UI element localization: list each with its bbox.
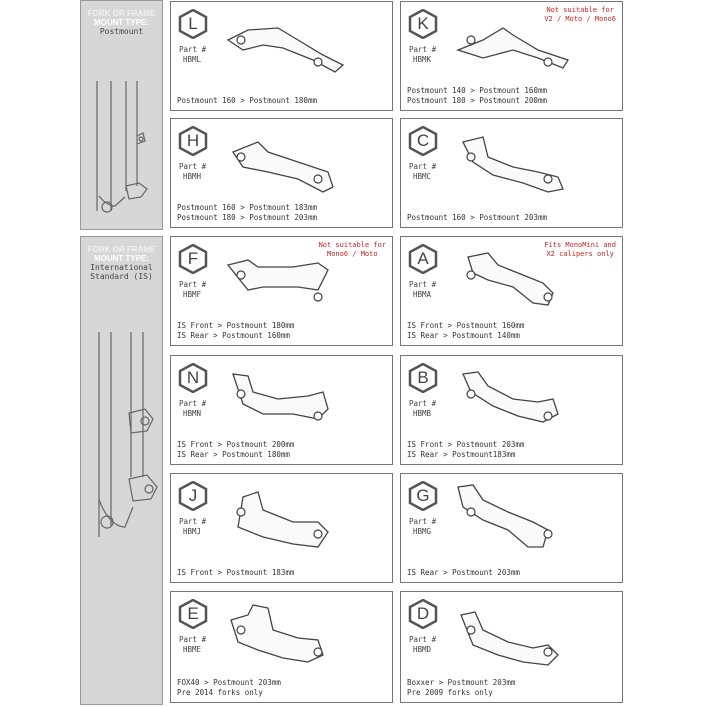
part-label: Part # bbox=[179, 280, 207, 289]
mount-conversion-description bbox=[407, 213, 547, 223]
mount-conversion-description bbox=[177, 321, 294, 341]
part-label: Part # bbox=[179, 45, 207, 54]
conversion-line: Pre 2009 forks only bbox=[407, 688, 493, 697]
part-code: HBMK bbox=[413, 55, 432, 64]
part-number bbox=[409, 635, 436, 655]
bracket-card-f bbox=[170, 236, 393, 346]
mount-conversion-description bbox=[407, 440, 524, 460]
hexagon-letter-badge bbox=[408, 126, 438, 156]
mount-conversion-description bbox=[407, 678, 515, 698]
mount-conversion-description bbox=[407, 321, 524, 341]
bracket-card-k bbox=[400, 1, 623, 111]
part-label: Part # bbox=[179, 517, 207, 526]
part-code: HBMB bbox=[413, 409, 432, 418]
mount-conversion-description bbox=[177, 96, 317, 106]
part-number bbox=[179, 517, 206, 537]
part-number bbox=[409, 399, 436, 419]
mount-type-title-line2: MOUNT TYPE: bbox=[93, 254, 150, 263]
part-number bbox=[179, 280, 206, 300]
compatibility-warning bbox=[544, 6, 616, 24]
part-code: HBME bbox=[183, 645, 202, 654]
part-label: Part # bbox=[179, 399, 207, 408]
is-fork-illustration bbox=[81, 237, 164, 706]
part-number bbox=[409, 162, 436, 182]
bracket-letter: L bbox=[188, 14, 198, 33]
part-code: HBMD bbox=[413, 645, 432, 654]
hexagon-letter-badge bbox=[408, 9, 438, 39]
conversion-line: IS Front > Postmount 200mm bbox=[177, 440, 295, 449]
hexagon-letter-badge bbox=[178, 481, 208, 511]
hexagon-letter-badge bbox=[408, 244, 438, 274]
hexagon-letter-badge bbox=[408, 599, 438, 629]
bracket-letter: K bbox=[417, 14, 429, 33]
conversion-line: Pre 2014 forks only bbox=[177, 688, 263, 697]
conversion-line: Postmount 140 > Postmount 160mm bbox=[407, 86, 547, 95]
conversion-line: IS Rear > Postmount183mm bbox=[407, 450, 516, 459]
bracket-illustration bbox=[453, 482, 578, 557]
bracket-letter: N bbox=[186, 368, 200, 387]
conversion-line: IS Front > Postmount 180mm bbox=[177, 321, 295, 330]
part-code: HBMJ bbox=[183, 527, 202, 536]
mount-conversion-description bbox=[177, 440, 294, 460]
conversion-line: Boxxer > Postmount 203mm bbox=[407, 678, 516, 687]
part-label: Part # bbox=[409, 399, 437, 408]
sidebar-postmount bbox=[80, 0, 163, 230]
warning-line: V2 / Moto / Mono6 bbox=[544, 15, 616, 23]
conversion-line: IS Front > Postmount 203mm bbox=[407, 440, 525, 449]
part-code: HBMF bbox=[183, 290, 202, 299]
part-number bbox=[409, 45, 436, 65]
part-number bbox=[179, 635, 206, 655]
part-number bbox=[179, 399, 206, 419]
hexagon-letter-badge bbox=[178, 363, 208, 393]
conversion-line: Postmount 160 > Postmount 203mm bbox=[407, 213, 547, 222]
bracket-letter: H bbox=[186, 131, 200, 150]
warning-line: Mono6 / Moto bbox=[326, 250, 378, 258]
hexagon-letter-badge bbox=[178, 244, 208, 274]
conversion-line: IS Rear > Postmount 180mm bbox=[177, 450, 290, 459]
warning-line: Fits MonoMini and bbox=[544, 241, 616, 249]
sidebar-international-standard bbox=[80, 236, 163, 705]
conversion-line: Postmount 160 > Postmount 183mm bbox=[177, 203, 317, 212]
hexagon-letter-badge bbox=[408, 481, 438, 511]
part-label: Part # bbox=[179, 162, 207, 171]
bracket-card-n bbox=[170, 355, 393, 465]
bracket-illustration bbox=[453, 600, 578, 675]
bracket-illustration bbox=[453, 364, 578, 439]
part-label: Part # bbox=[409, 635, 437, 644]
part-number bbox=[409, 517, 436, 537]
bracket-card-h bbox=[170, 118, 393, 228]
bracket-card-g bbox=[400, 473, 623, 583]
part-number bbox=[179, 162, 206, 182]
part-code: HBMC bbox=[413, 172, 432, 181]
part-code: HBMN bbox=[183, 409, 202, 418]
conversion-line: Postmount 180 > Postmount 200mm bbox=[407, 96, 547, 105]
bracket-letter: J bbox=[188, 486, 198, 505]
hexagon-letter-badge bbox=[178, 9, 208, 39]
mount-conversion-description bbox=[177, 568, 294, 578]
bracket-card-b bbox=[400, 355, 623, 465]
mount-type-value-line2: Standard (IS) bbox=[90, 272, 153, 281]
bracket-card-c bbox=[400, 118, 623, 228]
bracket-card-a bbox=[400, 236, 623, 346]
mount-type-title-line2: MOUNT TYPE: bbox=[93, 18, 150, 27]
conversion-line: Postmount 160 > Postmount 180mm bbox=[177, 96, 317, 105]
bracket-card-e bbox=[170, 591, 393, 703]
part-label: Part # bbox=[409, 280, 437, 289]
bracket-letter: B bbox=[417, 368, 429, 387]
mount-type-title-line1: FORK OR FRAME bbox=[87, 9, 156, 18]
mount-conversion-description bbox=[177, 678, 281, 698]
conversion-line: IS Rear > Postmount 140mm bbox=[407, 331, 520, 340]
mount-conversion-description bbox=[407, 86, 547, 106]
bracket-card-d bbox=[400, 591, 623, 703]
mount-type-value: Postmount bbox=[99, 27, 144, 36]
part-code: HBML bbox=[183, 55, 202, 64]
bracket-letter: G bbox=[416, 486, 430, 505]
part-label: Part # bbox=[409, 45, 437, 54]
part-number bbox=[179, 45, 206, 65]
bracket-letter: A bbox=[417, 249, 429, 268]
part-code: HBMG bbox=[413, 527, 432, 536]
bracket-card-j bbox=[170, 473, 393, 583]
part-code: HBMH bbox=[183, 172, 202, 181]
conversion-line: IS Front > Postmount 183mm bbox=[177, 568, 295, 577]
warning-line: Not suitable for bbox=[318, 241, 386, 249]
postmount-fork-illustration bbox=[81, 1, 164, 231]
bracket-letter: F bbox=[187, 249, 199, 268]
bracket-letter: C bbox=[416, 131, 430, 150]
hexagon-letter-badge bbox=[178, 599, 208, 629]
bracket-illustration bbox=[223, 127, 348, 202]
warning-line: X2 calipers only bbox=[546, 250, 614, 258]
conversion-line: IS Rear > Postmount 203mm bbox=[407, 568, 520, 577]
compatibility-warning bbox=[544, 241, 616, 259]
mount-type-value-line1: International bbox=[90, 263, 153, 272]
bracket-illustration bbox=[223, 10, 348, 85]
bracket-illustration bbox=[223, 364, 348, 439]
conversion-line: Postmount 180 > Postmount 203mm bbox=[177, 213, 317, 222]
part-label: Part # bbox=[179, 635, 207, 644]
bracket-illustration bbox=[453, 127, 578, 202]
conversion-line: IS Rear > Postmount 160mm bbox=[177, 331, 290, 340]
bracket-illustration bbox=[223, 600, 348, 675]
part-number bbox=[409, 280, 436, 300]
hexagon-letter-badge bbox=[408, 363, 438, 393]
conversion-line: IS Front > Postmount 160mm bbox=[407, 321, 525, 330]
conversion-line: FOX40 > Postmount 203mm bbox=[177, 678, 281, 687]
warning-line: Not suitable for bbox=[546, 6, 614, 14]
bracket-letter: E bbox=[187, 604, 199, 623]
bracket-card-l bbox=[170, 1, 393, 111]
part-code: HBMA bbox=[413, 290, 432, 299]
part-label: Part # bbox=[409, 517, 437, 526]
bracket-illustration bbox=[223, 482, 348, 557]
hexagon-letter-badge bbox=[178, 126, 208, 156]
mount-type-title-line1: FORK OR FRAME bbox=[87, 245, 156, 254]
bracket-letter: D bbox=[416, 604, 430, 623]
mount-conversion-description bbox=[177, 203, 317, 223]
compatibility-warning bbox=[319, 241, 386, 259]
part-label: Part # bbox=[409, 162, 437, 171]
mount-conversion-description bbox=[407, 568, 520, 578]
